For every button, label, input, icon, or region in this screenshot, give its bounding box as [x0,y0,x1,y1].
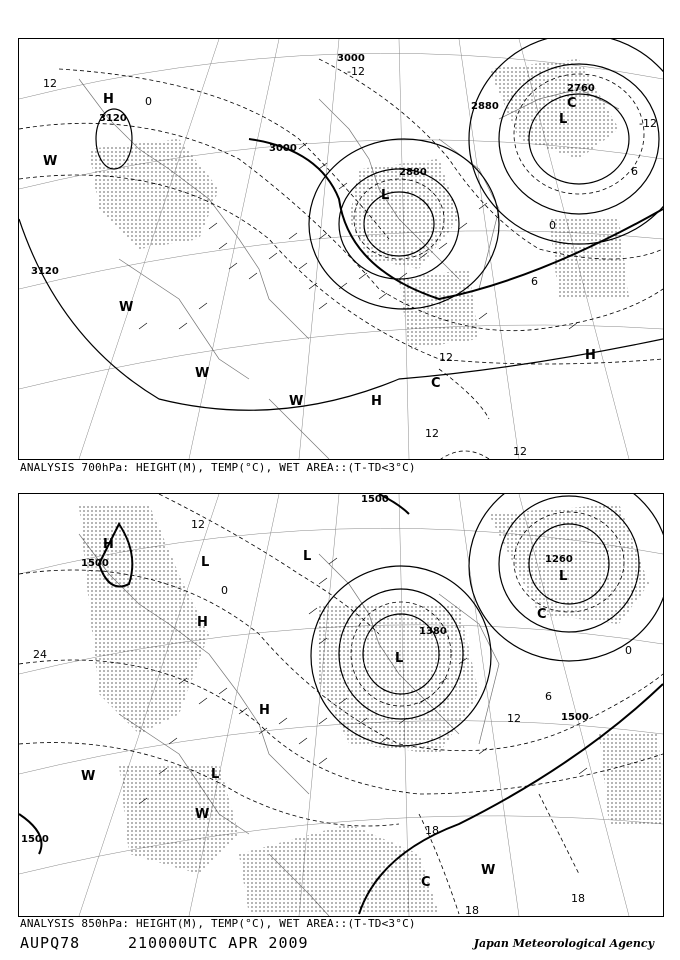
warm-symbol: W [195,366,210,381]
cold-symbol: C [421,875,431,890]
low-symbol: L [559,112,568,127]
height-label: 3000 [269,143,297,154]
chart-id: AUPQ78 [20,934,81,952]
map-panel-700hpa [18,38,664,460]
low-symbol: L [381,188,390,203]
valid-time: 210000UTC APR 2009 [128,934,309,952]
low-symbol: L [395,651,404,666]
temp-label: -12 [347,65,365,78]
height-label: 1380 [419,626,447,637]
height-label: 2760 [567,83,595,94]
wet-area [79,504,663,914]
temp-label: 12 [439,351,453,364]
low-symbol: L [303,549,312,564]
high-symbol: H [197,615,208,630]
low-symbol: L [559,569,568,584]
temp-label: 18 [425,824,439,837]
temp-label: 12 [507,712,521,725]
height-label: 1260 [545,554,573,565]
height-label: 1500 [21,834,49,845]
low-symbol: L [211,767,220,782]
cold-symbol: C [537,607,547,622]
temp-label: 12 [191,518,205,531]
wet-area [89,59,629,349]
temp-label: 12 [425,427,439,440]
temp-label: 0 [145,95,152,108]
temp-label: 6 [545,690,552,703]
height-label: 3120 [99,113,127,124]
caption-850hpa: ANALYSIS 850hPa: HEIGHT(M), TEMP(°C), WET AREA::(T-TD<3°C) [20,917,416,930]
map-700hpa-svg [19,39,663,459]
high-symbol: H [259,703,270,718]
map-850hpa-svg [19,494,663,916]
temp-label: 0 [221,584,228,597]
temp-label: 0 [549,219,556,232]
pressure-symbols-700 [43,92,596,409]
warm-symbol: W [289,394,304,409]
caption-700hpa: ANALYSIS 700hPa: HEIGHT(M), TEMP(°C), WET AREA::(T-TD<3°C) [20,461,416,474]
warm-symbol: W [481,863,496,878]
warm-symbol: W [81,769,96,784]
temp-label: -12 [639,117,657,130]
high-symbol: H [371,394,382,409]
warm-symbol: W [195,807,210,822]
high-symbol: H [103,92,114,107]
height-label: 3120 [31,266,59,277]
high-symbol: H [103,537,114,552]
temp-label: 12 [43,77,57,90]
temp-label: 18 [465,904,479,916]
low-symbol: L [201,555,210,570]
high-symbol: H [585,348,596,363]
height-label: 2880 [399,167,427,178]
temp-label: 6 [631,165,638,178]
cold-symbol: C [567,96,577,111]
height-label: 1500 [361,494,389,505]
temp-label: 24 [33,648,47,661]
height-label: 3000 [337,53,365,64]
height-label: 2880 [471,101,499,112]
temp-label: 18 [571,892,585,905]
height-label: 1500 [561,712,589,723]
warm-symbol: W [43,154,58,169]
map-panel-850hpa [18,493,664,917]
agency-name: Japan Meteorological Agency [473,937,654,950]
warm-symbol: W [119,300,134,315]
cold-symbol: C [431,376,441,391]
temp-label: 6 [531,275,538,288]
height-label: 1500 [81,558,109,569]
temp-label: 0 [625,644,632,657]
temp-label: 12 [513,445,527,458]
